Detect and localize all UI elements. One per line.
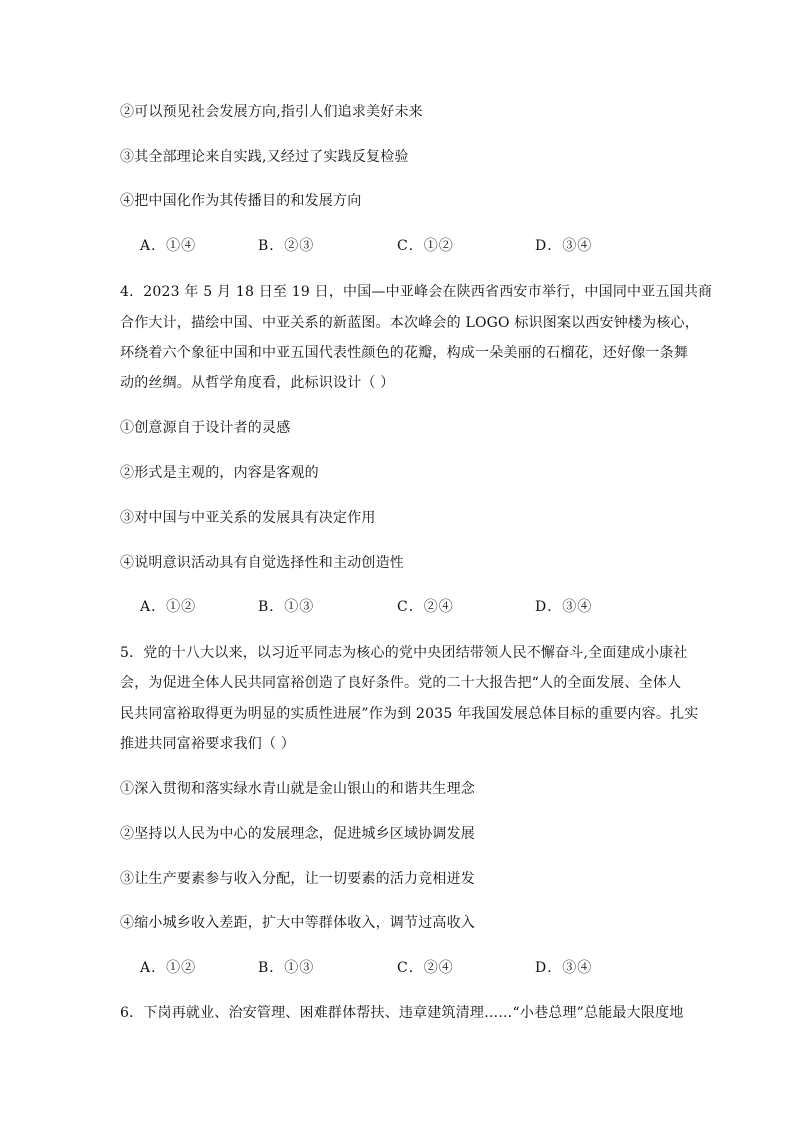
q4-option-a: A．①② — [140, 599, 197, 615]
q5-stem-line-1: 5．党的十八大以来，以习近平同志为核心的党中央团结带领人民不懈奋斗,全面建成小康社 — [120, 645, 688, 661]
q4-option-c: C．②④ — [397, 599, 454, 615]
q5-stem-line-3: 民共同富裕取得更为明显的实质性进展”作为到 2035 年我国发展总体目标的重要内容。扎实 — [120, 706, 699, 722]
q4-item-4: ④说明意识活动具有自觉选择性和主动创造性 — [120, 555, 404, 571]
q3-option-c: C．①② — [397, 238, 454, 254]
q4-stem-line-2: 合作大计，描绘中国、中亚关系的新蓝图。本次峰会的 LOGO 标识图案以西安钟楼为核心， — [120, 315, 699, 331]
q3-option-a: A．①④ — [140, 238, 197, 254]
q5-option-c: C．②④ — [397, 960, 454, 976]
q4-options — [140, 597, 660, 617]
q5-item-3: ③让生产要素参与收入分配，让一切要素的活力竞相迸发 — [120, 871, 475, 887]
q3-options — [140, 236, 660, 256]
q3-option-b: B．②③ — [258, 238, 315, 254]
q5-item-4: ④缩小城乡收入差距，扩大中等群体收入，调节过高收入 — [120, 915, 475, 931]
q4-item-1: ①创意源自于设计者的灵感 — [120, 420, 291, 436]
q4-item-3: ③对中国与中亚关系的发展具有决定作用 — [120, 510, 376, 526]
q5-options — [140, 958, 660, 978]
q3-item-4: ④把中国化作为其传播目的和发展方向 — [120, 193, 362, 209]
q4-item-2: ②形式是主观的，内容是客观的 — [120, 465, 319, 481]
q5-option-a: A．①② — [140, 960, 197, 976]
q5-item-2: ②坚持以人民为中心的发展理念，促进城乡区域协调发展 — [120, 826, 475, 842]
q5-item-1: ①深入贯彻和落实绿水青山就是金山银山的和谐共生理念 — [120, 781, 475, 797]
q4-option-b: B．①③ — [258, 599, 315, 615]
q3-item-3: ③其全部理论来自实践,又经过了实践反复检验 — [120, 149, 409, 165]
q5-stem-line-2: 会，为促进全体人民共同富裕创造了良好条件。党的二十大报告把“人的全面发展、全体人 — [120, 675, 682, 691]
q4-stem-line-4: 动的丝绸。从哲学角度看，此标识设计（ ） — [120, 375, 395, 391]
q4-option-d: D．③④ — [535, 599, 593, 615]
q3-option-d: D．③④ — [535, 238, 593, 254]
q3-item-2: ②可以预见社会发展方向,指引人们追求美好未来 — [120, 104, 423, 120]
q4-stem-line-3: 环绕着六个象征中国和中亚五国代表性颜色的花瓣，构成一朵美丽的石榴花，还好像一条舞 — [120, 345, 688, 361]
q5-option-b: B．①③ — [258, 960, 315, 976]
q4-stem-line-1: 4．2023 年 5 月 18 日至 19 日，中国—中亚峰会在陕西省西安市举行，中国同中亚五国共商 — [120, 284, 713, 300]
q5-stem-line-4: 推进共同富裕要求我们（ ） — [120, 736, 296, 752]
q6-stem-line-1: 6．下岗再就业、治安管理、困难群体帮扶、违章建筑清理……“小巷总理”总能最大限度地 — [120, 1005, 684, 1021]
q5-option-d: D．③④ — [535, 960, 593, 976]
